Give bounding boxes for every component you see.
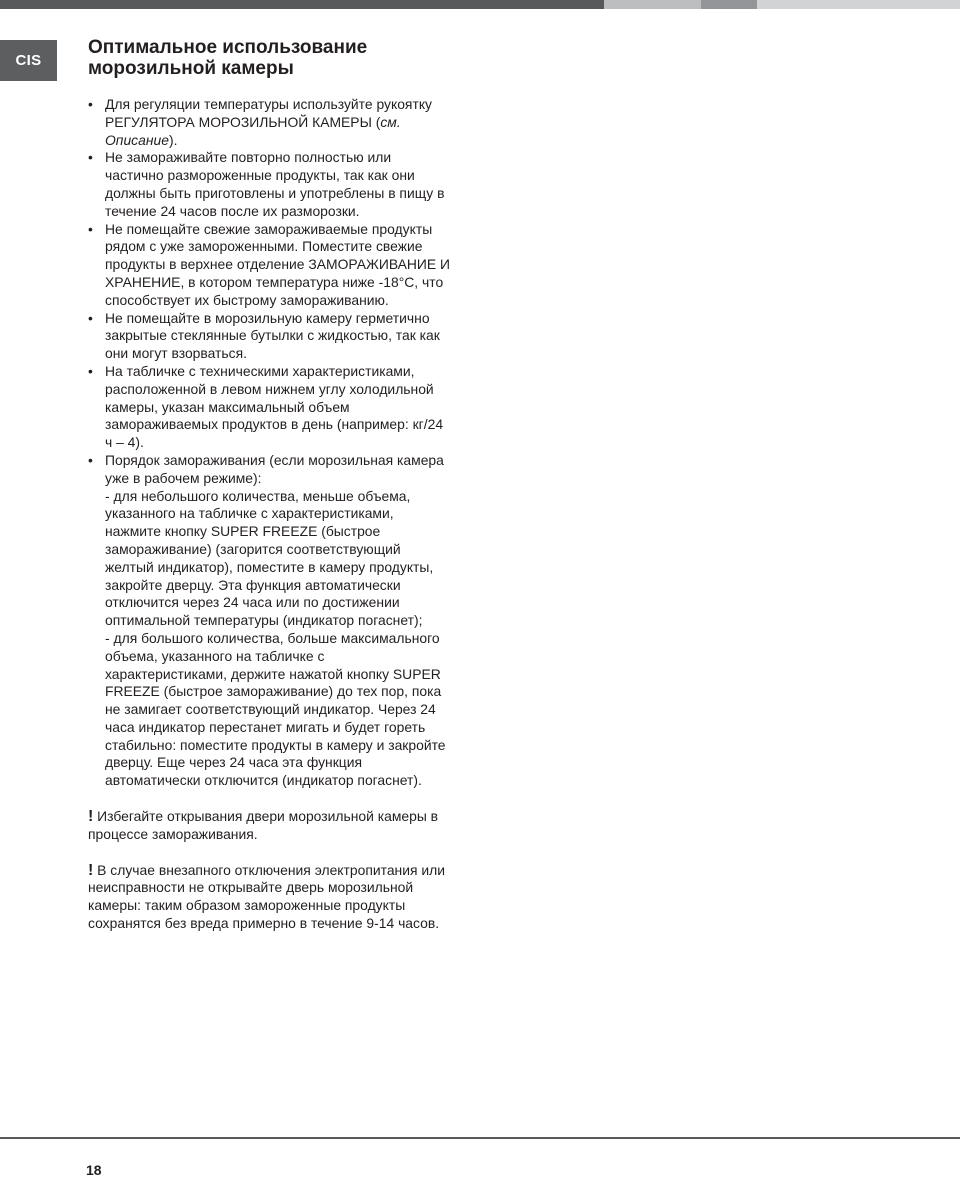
text-line: характеристиками, держите нажатой кнопку SUPER [105,665,441,682]
bullet-marker: • [88,220,93,237]
page-title-line-2: морозильной камеры [88,58,294,79]
text-line: ч – 4). [105,434,144,451]
text-line: Не помещайте свежие замораживаемые продукты [105,220,433,237]
text-line: стабильно: поместите продукты в камеру и закройте [105,736,446,753]
text-fragment: ). [168,131,178,148]
text-fragment: Избегайте открывания двери морозильной камеры в [93,808,439,825]
text-line: оптимальной температуры (индикатор погаснет); [105,612,423,629]
text-line: процессе замораживания. [88,825,258,842]
text-line: продукты в верхнее отделение ЗАМОРАЖИВАНИЕ И [105,256,451,273]
text-fragment-italic: Описание [105,131,169,148]
text-line: неисправности не открывайте дверь морозильной [88,879,414,896]
text-line: На табличке с техническими характеристиками, [105,362,415,379]
text-line: расположенной в левом нижнем углу холодильной [105,380,434,397]
text-line: ХРАНЕНИЕ, в котором температура ниже -18°С, что [105,273,444,290]
text-line: течение 24 часов после их разморозки. [105,202,360,219]
bullet-marker: • [88,149,93,166]
bullet-item [88,452,483,790]
page-number: 18 [86,1162,102,1178]
text-line: - для большого количества, больше максимального [105,629,440,646]
text-line: желтый индикатор), поместите в камеру продукты, [105,558,434,575]
page-title-line-1: Оптимальное использование [88,37,368,58]
footer-divider [0,1137,960,1139]
top-bar-segment-dark [0,0,604,9]
text-line: указанного на табличке с характеристиками, [105,505,394,522]
text-line: замораживание) (загорится соответствующий [105,540,401,557]
text-line: камеры, указан максимальный объем [105,398,350,415]
text-line: они могут взорваться. [105,345,247,362]
text-line: камеры: таким образом замороженные продукты [88,897,406,914]
text-line: дверцу. Еще через 24 часа эта функция [105,754,363,771]
text-line: Не замораживайте повторно полностью или [105,149,392,166]
text-line: Не помещайте в морозильную камеру герметично [105,309,430,326]
text-fragment: РЕГУЛЯТОРА МОРОЗИЛЬНОЙ КАМЕРЫ ( [105,113,381,130]
text-line: рядом с уже замороженными. Поместите свежие [105,238,423,255]
bullet-item [88,96,483,149]
text-line: должны быть приготовлены и употреблены в пищу в [105,184,445,201]
text-line: FREEZE (быстрое замораживание) до тех пор, пока [105,683,442,700]
warning-note [88,808,483,844]
bullet-item [88,149,483,220]
text-line: частично размороженные продукты, так как они [105,167,415,184]
text-line [105,132,483,150]
bullet-marker: • [88,362,93,379]
warning-mark-icon: ! [88,808,94,826]
warning-note [88,862,483,933]
text-fragment: В случае внезапного отключения электропитания или [93,861,445,878]
text-line: способствует их быстрому замораживанию. [105,291,389,308]
bullet-marker: • [88,309,93,326]
bullet-item [88,310,483,363]
warning-mark-icon: ! [88,861,94,879]
language-tab: CIS [0,40,57,81]
text-line: часа индикатор перестанет мигать и будет гореть [105,718,426,735]
text-line: уже в рабочем режиме): [105,469,262,486]
text-line: отключится через 24 часа или по достижении [105,594,400,611]
top-bar-segment-mid [701,0,757,9]
text-line: нажмите кнопку SUPER FREEZE (быстрое [105,523,381,540]
text-line: автоматически отключится (индикатор погаснет). [105,772,422,789]
bullet-item [88,363,483,452]
text-line: сохранятся без вреда примерно в течение 9-14 часов. [88,915,440,932]
text-line: Порядок замораживания (если морозильная камера [105,451,444,468]
top-color-bar [0,0,960,9]
main-content [88,96,483,933]
text-line: закрытые стеклянные бутылки с жидкостью, так как [105,327,440,344]
top-bar-segment-light-right [757,0,960,9]
bullet-marker: • [88,451,93,468]
text-line [88,808,483,826]
text-line: закройте дверцу. Эта функция автоматически [105,576,401,593]
text-line [105,114,483,132]
bullet-item [88,221,483,310]
text-line: объема, указанного на табличке с [105,647,325,664]
text-line: - для небольшого количества, меньше объема, [105,487,411,504]
text-line: не замигает соответствующий индикатор. Через 24 [105,701,436,718]
top-bar-segment-light [604,0,701,9]
text-fragment-italic: см. [380,113,401,130]
text-line: Для регуляции температуры используйте рукоятку [105,96,432,112]
bullet-list [88,96,483,790]
page-title [88,37,488,79]
bullet-marker: • [88,96,93,112]
text-line [88,862,483,880]
text-line: замораживаемых продуктов в день (например: кг/24 [105,416,444,433]
